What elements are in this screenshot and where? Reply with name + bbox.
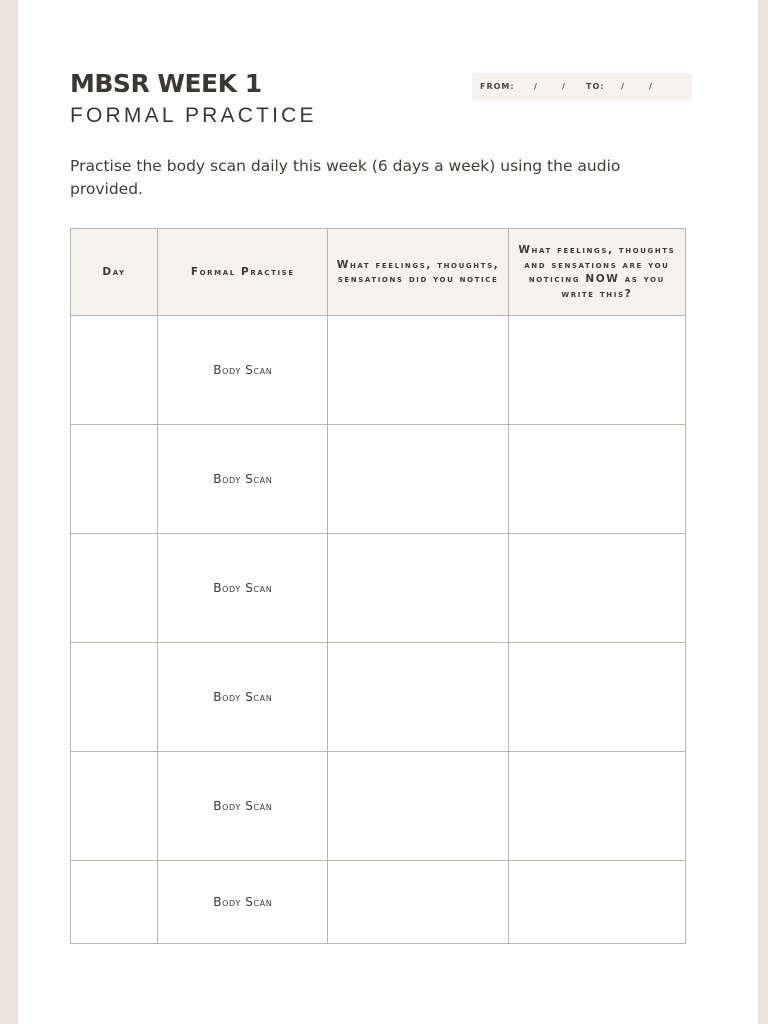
noticed-cell[interactable] — [328, 534, 508, 643]
noticing-now-cell[interactable] — [508, 861, 685, 944]
table-header-row — [71, 229, 686, 316]
column-header-noticed: What feelings, thoughts, sensations did you notice — [328, 229, 508, 316]
noticing-now-cell[interactable] — [508, 425, 685, 534]
day-cell[interactable] — [71, 534, 158, 643]
to-date-separator-1: / — [621, 82, 625, 91]
from-date-separator-1: / — [534, 82, 538, 91]
noticed-cell[interactable] — [328, 643, 508, 752]
worksheet-page — [18, 0, 758, 1024]
page-subtitle: FORMAL PRACTICE — [70, 104, 317, 127]
noticing-now-cell[interactable] — [508, 534, 685, 643]
table-row — [71, 534, 686, 643]
noticing-now-cell[interactable] — [508, 643, 685, 752]
instructions-text: Practise the body scan daily this week (6 days a week) using the audio provided. — [70, 157, 621, 198]
day-cell[interactable] — [71, 316, 158, 425]
from-date-separator-2: / — [562, 82, 566, 91]
column-header-noticing-now: What feelings, thoughts and sensations are you noticing NOW as you write this? — [508, 229, 685, 316]
practice-cell: Body Scan — [158, 643, 328, 752]
table-row — [71, 425, 686, 534]
noticing-now-cell[interactable] — [508, 316, 685, 425]
column-header-formal-practise: Formal Practise — [158, 229, 328, 316]
noticed-cell[interactable] — [328, 861, 508, 944]
practice-cell: Body Scan — [158, 861, 328, 944]
day-cell[interactable] — [71, 425, 158, 534]
noticed-cell[interactable] — [328, 316, 508, 425]
noticed-cell[interactable] — [328, 752, 508, 861]
practice-cell: Body Scan — [158, 534, 328, 643]
date-range-box — [472, 73, 692, 101]
table-row — [71, 316, 686, 425]
page-title: MBSR WEEK 1 — [70, 69, 262, 98]
practice-cell: Body Scan — [158, 425, 328, 534]
from-label: FROM: — [480, 82, 515, 91]
day-cell[interactable] — [71, 643, 158, 752]
table-row — [71, 643, 686, 752]
table-row — [71, 861, 686, 944]
practice-cell: Body Scan — [158, 752, 328, 861]
table-row — [71, 752, 686, 861]
noticing-now-cell[interactable] — [508, 752, 685, 861]
practice-log-table — [70, 228, 686, 944]
to-label: TO: — [586, 82, 605, 91]
to-date-separator-2: / — [649, 82, 653, 91]
noticed-cell[interactable] — [328, 425, 508, 534]
column-header-day: Day — [71, 229, 158, 316]
practice-cell: Body Scan — [158, 316, 328, 425]
day-cell[interactable] — [71, 752, 158, 861]
day-cell[interactable] — [71, 861, 158, 944]
